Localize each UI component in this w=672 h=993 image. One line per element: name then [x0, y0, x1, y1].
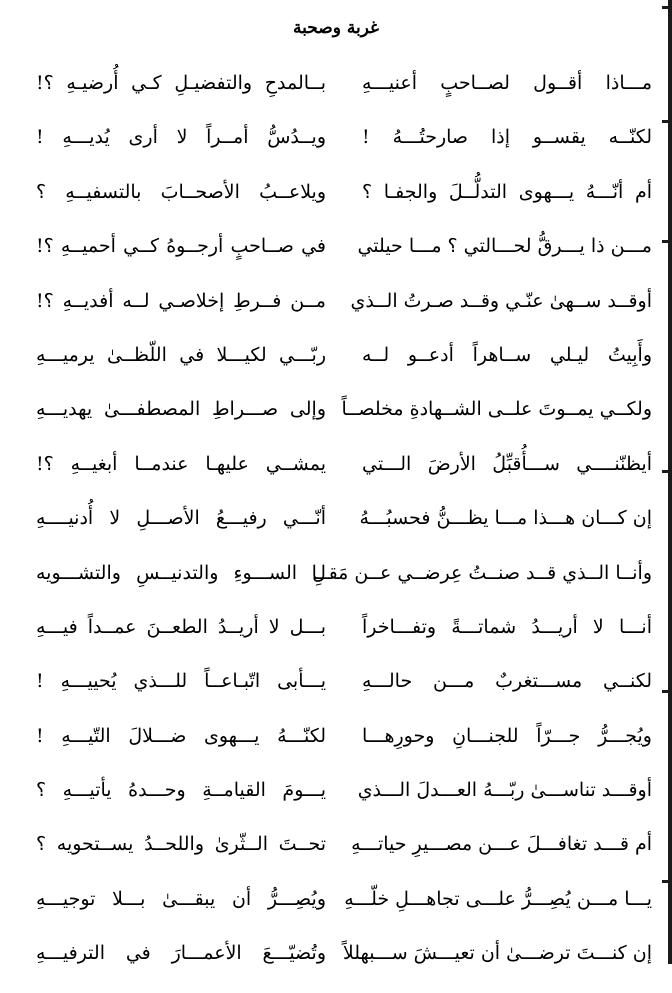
verse-first-hemistich: مـــن ذا يـــرقُّ لحـــالتي ؟ مـــا حيلتي: [357, 235, 652, 258]
verse-line: [0, 829, 672, 883]
verse-second-hemistich: يـــومَ القيامــةِ وحـــدهُ يأتيـــهِ ؟: [36, 779, 326, 802]
verse-first-hemistich: أوقـــد تناســـىٰ ربّـــهُ العـــدلَ الـــذي: [357, 779, 652, 802]
verse-second-hemistich: في صــاحبٍ أرجــوهُ كــي أحميــهِ ؟!: [36, 235, 326, 258]
verse-line: [0, 775, 672, 829]
verse-line: [0, 68, 672, 122]
verse-second-hemistich: يمشــي عليهـا عندمــا أبغيــهِ ؟!: [36, 452, 326, 475]
verse-first-hemistich: أم قـــد تغافـــلَ عـــن مصـــيرِ حياتـــهِ: [351, 833, 652, 856]
verse-line: [0, 503, 672, 557]
verse-line: [0, 177, 672, 231]
verse-first-hemistich: وأَبِيتُ ليـلي ســاهراً أدعــو لــه: [362, 343, 652, 366]
page-edge-tick: [662, 690, 668, 693]
verse-line: [0, 340, 672, 394]
verse-first-hemistich: يـــا مـــن يُصِـــرُّ علـــى تجاهـــلِ خلّـــهِ: [344, 887, 652, 910]
verse-first-hemistich: أوقــد ســهىٰ عنّـي وقــد صـرتُ الــذي: [350, 289, 652, 312]
verse-second-hemistich: لكنّـــهُ يـــهوى ضـــلالَ التّيـــهِ !: [36, 724, 326, 747]
verse-line: [0, 612, 672, 666]
verse-second-hemistich: ويُصِـــرُّ أن يبقـــىٰ بـــلا توجيـــهِ: [36, 887, 326, 910]
verse-first-hemistich: إن كنـــتَ ترضـــىٰ أن تعيـــشَ ســـبهللاً: [342, 942, 652, 965]
verse-second-hemistich: بــالمدحِ والتفضيـلِ كـي أُرضيـهِ ؟!: [36, 72, 326, 94]
page-edge-tick: [662, 120, 668, 123]
verse-first-hemistich: أنـــا لا أريـــدُ شماتـــةً وتفـــاخراً: [362, 615, 652, 638]
verse-second-hemistich: بـــل لا أريــدُ الطعــنَ عمــداً فيـــهِ: [36, 615, 326, 638]
verse-line: [0, 884, 672, 938]
verse-second-hemistich: ربّـــي لكيـــلا في اللّظــىٰ يرميـــهِ: [36, 343, 326, 366]
verse-line: [0, 394, 672, 448]
verse-second-hemistich: أنّـــي رفيـــعُ الأصـــلِ لا أُدنيــــهِ: [36, 507, 326, 530]
poem-title: غربة وصحبة: [293, 18, 379, 38]
verse-first-hemistich: ولكــي يمــوتَ علــى الشــهادةِ مخلصــاً: [341, 398, 652, 421]
verse-line: [0, 286, 672, 340]
verse-first-hemistich: ويُجـــرُّ جـــرّاً للجنـــانِ وحورِهـــا: [362, 724, 652, 747]
verse-first-hemistich: أم أنّـــهُ يـــهوى التدلُّــلَ والجفـا ؟: [362, 180, 652, 203]
page-edge-tick: [662, 240, 668, 243]
page-edge-tick: [662, 880, 668, 883]
verse-second-hemistich: ويلاعــبُ الأصحــابَ بالتسفيــهِ ؟: [36, 180, 326, 203]
verse-line: [0, 721, 672, 775]
verse-line: [0, 558, 672, 612]
verse-line: [0, 231, 672, 285]
verse-line: [0, 122, 672, 176]
verse-first-hemistich: مـــاذا أقــول لصــاحبٍ أعنيـــهِ: [362, 72, 652, 94]
page-edge-border: [668, 0, 672, 964]
verse-second-hemistich: يـــأبى اتّبـاعــاً للـــذي يُحييـــهِ !: [36, 670, 326, 693]
verse-second-hemistich: وتُضيّـــعَ الأعمـــارَ في الترفيـــهِ: [36, 942, 326, 965]
verse-line: [0, 666, 672, 720]
verse-first-hemistich: وأنــا الــذي قــد صنــتُ عِرضــي عــن مَقــا: [311, 561, 652, 584]
verse-second-hemistich: مــن فــرطِ إخلاصـي لــه أفديــهِ ؟!: [36, 289, 326, 312]
verse-first-hemistich: إن كـــان هـــذا مـــا يظـــنُّ فحسبُـــهُ: [359, 507, 652, 530]
verse-line: [0, 938, 672, 992]
verse-first-hemistich: لكنّــه يقســو إذا صارحتُـــهُ !: [362, 126, 652, 149]
verse-second-hemistich: تحــتَ الــثّرىٰ واللحــدُ يســتحويه ؟: [36, 833, 326, 856]
verse-line: [0, 449, 672, 503]
poem-body: [0, 68, 672, 993]
page-edge-tick: [662, 6, 668, 9]
verse-first-hemistich: لكنــي مســـتغربٌ مـــن حالـــهِ: [362, 670, 652, 693]
verse-first-hemistich: أيظنّنــــي ســـأُقبِّلُ الأرضَ الـــتي: [362, 452, 652, 475]
verse-second-hemistich: لِ الســـوءِ والتدنيــسِ والتشـــويه: [36, 561, 326, 584]
verse-second-hemistich: ويــدُسُّ أمــراً لا أرى يُديـــهِ !: [36, 126, 326, 149]
page-edge-tick: [662, 470, 668, 473]
verse-second-hemistich: وإلى صـــراطِ المصطفـــىٰ يهديـــهِ: [36, 398, 326, 421]
